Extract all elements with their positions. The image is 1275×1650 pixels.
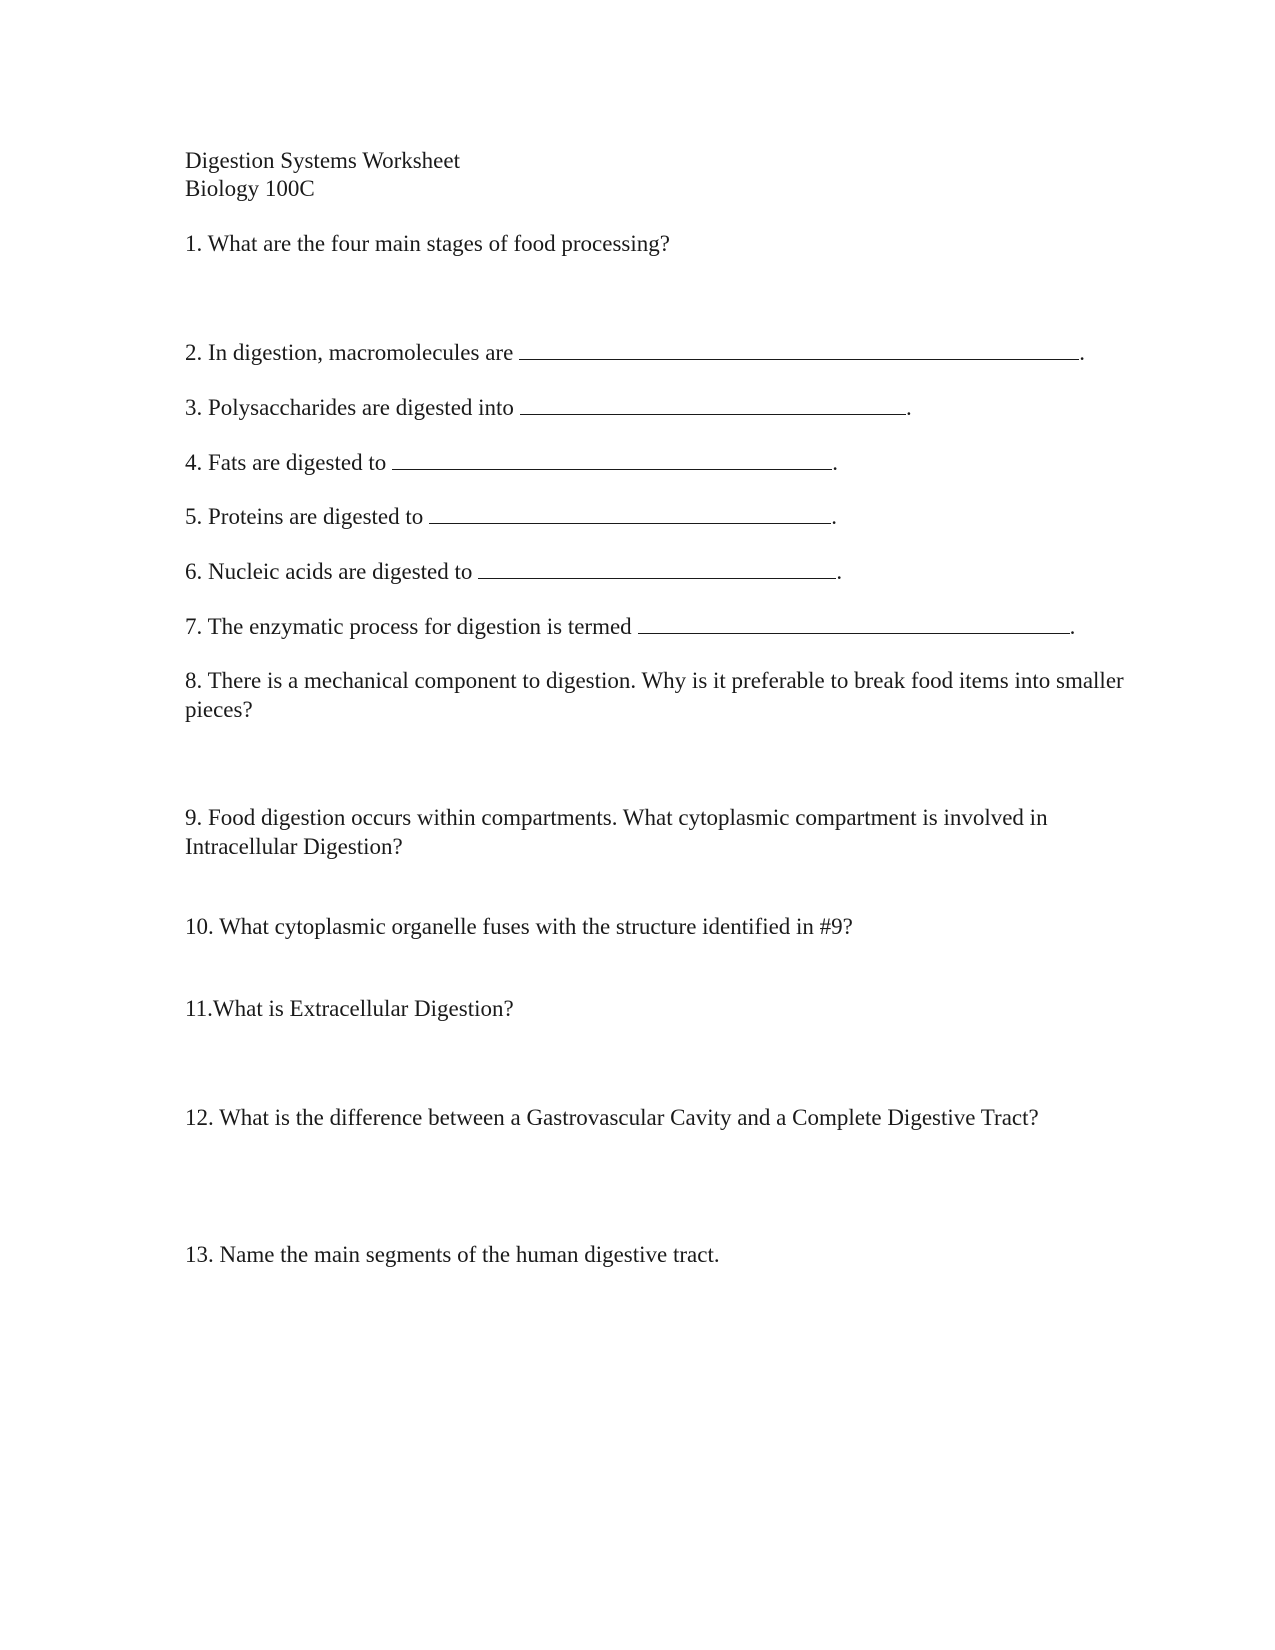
question-9: 9. Food digestion occurs within compartments. What cytoplasmic compartment is involved in Intracellular Digestion? xyxy=(185,805,1048,859)
question-6-text: 6. Nucleic acids are digested to xyxy=(185,559,473,584)
question-2-text: 2. In digestion, macromolecules are xyxy=(185,340,514,365)
question-4-end: . xyxy=(832,450,838,475)
question-6-end: . xyxy=(836,559,843,584)
answer-blank-2 xyxy=(519,341,1079,360)
question-2 xyxy=(185,338,1085,367)
question-13: 13. Name the main segments of the human digestive tract. xyxy=(185,1242,720,1267)
question-7-end: . xyxy=(1069,614,1076,639)
answer-blank-6 xyxy=(478,560,836,579)
question-3-text: 3. Polysaccharides are digested into xyxy=(185,395,514,420)
question-8: 8. There is a mechanical component to digestion. Why is it preferable to break food items into smaller pieces? xyxy=(185,668,1124,722)
question-5 xyxy=(185,502,837,531)
answer-blank-7 xyxy=(638,615,1070,634)
question-2-end: . xyxy=(1079,340,1086,365)
question-6 xyxy=(185,557,842,586)
question-5-end: . xyxy=(831,504,838,529)
question-7 xyxy=(185,612,1075,641)
answer-blank-5 xyxy=(429,505,831,524)
question-3-end: . xyxy=(905,395,912,420)
question-7-text: 7. The enzymatic process for digestion is termed xyxy=(185,614,632,639)
question-12: 12. What is the difference between a Gastrovascular Cavity and a Complete Digestive Tract? xyxy=(185,1105,1039,1130)
answer-blank-3 xyxy=(520,396,906,415)
course-name: Biology 100C xyxy=(185,176,315,201)
question-3 xyxy=(185,393,912,422)
question-4-text: 4. Fats are digested to xyxy=(185,450,387,475)
worksheet-title: Digestion Systems Worksheet xyxy=(185,148,460,173)
question-1: 1. What are the four main stages of food processing? xyxy=(185,231,670,256)
question-11: 11.What is Extracellular Digestion? xyxy=(185,996,514,1021)
question-5-text: 5. Proteins are digested to xyxy=(185,504,424,529)
answer-blank-4 xyxy=(392,451,832,470)
question-10: 10. What cytoplasmic organelle fuses with the structure identified in #9? xyxy=(185,914,853,939)
question-4 xyxy=(185,448,838,477)
